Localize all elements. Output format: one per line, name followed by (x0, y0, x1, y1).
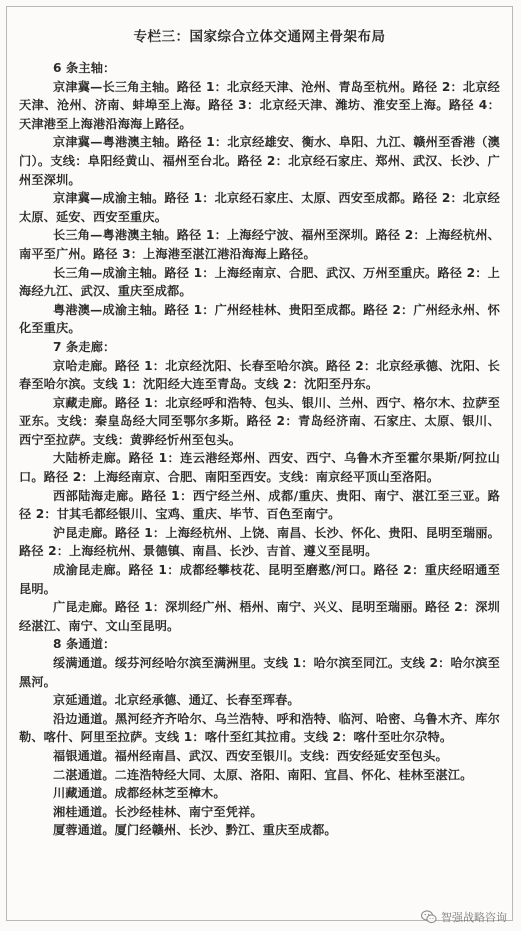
document-title: 专栏三：国家综合立体交通网主骨架布局 (133, 29, 386, 45)
corridor-item: 广昆走廊。路径 1：深圳经广州、梧州、南宁、兴义、昆明至瑞丽。路径 2：深圳经湛江、南宁、文山至昆明。 (19, 600, 500, 633)
main-axis-item: 京津冀—粤港澳主轴。路径 1：北京经雄安、衡水、阜阳、九江、赣州至香港（澳门）。支线：阜阳经黄山、福州至台北。路径 2：北京经石家庄、郑州、武汉、长沙、广州至深圳。 (19, 135, 500, 187)
main-axis-item: 长三角—成渝主轴。路径 1：上海经南京、合肥、武汉、万州至重庆。路径 2：上海经九江、武汉、重庆至成都。 (19, 265, 500, 299)
corridor-item: 京藏走廊。路径 1：北京经呼和浩特、包头、银川、兰州、西宁、格尔木、拉萨至亚东。支线：秦皇岛经大同至鄂尔多斯。路径 2：青岛经济南、石家庄、太原、银川、西宁至拉萨。支线：黄骅经忻州至包头。 (19, 395, 500, 447)
channel-item: 福银通道。福州经南昌、武汉、西安至银川。支线：西安经延安至包头。 (53, 748, 448, 763)
corridor-item: 大陆桥走廊。路径 1：连云港经郑州、西安、西宁、乌鲁木齐至霍尔果斯/阿拉山口。路径 2：上海经南京、合肥、南阳至西安。支线：南京经平顶山至洛阳。 (19, 451, 500, 485)
channel-item: 湘桂通道。长沙经桂林、南宁至凭祥。 (53, 804, 263, 819)
corridor-item: 西部陆海走廊。路径 1：西宁经兰州、成都/重庆、贵阳、南宁、湛江至三亚。路径 2：甘其毛都经银川、宝鸡、重庆、毕节、百色至南宁。 (19, 488, 500, 522)
document-body (7, 59, 512, 840)
channel-item: 绥满通道。绥芬河经哈尔滨至满洲里。支线 1：哈尔滨至同江。支线 2：哈尔滨至黑河。 (19, 656, 500, 689)
section-heading-channels: 8 条通道： (53, 637, 116, 652)
main-axis-item: 粤港澳—成渝主轴。路径 1：广州经桂林、贵阳至成都。路径 2：广州经永州、怀化至重庆。 (19, 302, 500, 336)
watermark (421, 909, 507, 925)
channel-item: 沿边通道。黑河经齐齐哈尔、乌兰浩特、呼和浩特、临河、哈密、乌鲁木齐、库尔勒、喀什、阿里至拉萨。支线 1：喀什至红其拉甫。支线 2：喀什至吐尔尕特。 (19, 711, 500, 745)
corridor-item: 沪昆走廊。路径 1：上海经杭州、上饶、南昌、长沙、怀化、贵阳、昆明至瑞丽。路径 2：上海经杭州、景德镇、南昌、长沙、吉首、遵义至昆明。 (19, 525, 500, 559)
main-axis-item: 长三角—粤港澳主轴。路径 1：上海经宁波、福州至深圳。路径 2：上海经杭州、南平至广州。路径 3：上海港至湛江港沿海海上路径。 (19, 228, 500, 261)
channel-item: 川藏通道。成都经林芝至樟木。 (53, 786, 226, 801)
main-axis-item: 京津冀—长三角主轴。路径 1：北京经天津、沧州、青岛至杭州。路径 2：北京经天津、沧州、济南、蚌埠至上海。路径 3：北京经天津、潍坊、淮安至上海。路径 4：天津港至上海港沿海海上路径。 (19, 79, 500, 131)
wechat-icon (421, 910, 437, 924)
section-heading-main-axes: 6 条主轴： (53, 61, 116, 75)
corridor-item: 成渝昆走廊。路径 1：成都经攀枝花、昆明至磨憨/河口。路径 2：重庆经昭通至昆明。 (19, 563, 500, 596)
channel-item: 京延通道。北京经承德、通辽、长春至珲春。 (53, 693, 300, 708)
document-panel (6, 6, 513, 921)
watermark-text: 智强战略咨询 (441, 911, 507, 924)
main-axis-item: 京津冀—成渝主轴。路径 1：北京经石家庄、太原、西安至成都。路径 2：北京经太原、延安、西安至重庆。 (19, 191, 500, 224)
corridor-item: 京哈走廊。路径 1：北京经沈阳、长春至哈尔滨。路径 2：北京经承德、沈阳、长春至哈尔滨。支线 1：沈阳经大连至青岛。支线 2：沈阳至丹东。 (19, 358, 500, 392)
section-heading-corridors: 7 条走廊： (53, 339, 116, 354)
channel-item: 厦蓉通道。厦门经赣州、长沙、黔江、重庆至成都。 (53, 823, 337, 838)
channel-item: 二湛通道。二连浩特经大同、太原、洛阳、南阳、宜昌、怀化、桂林至湛江。 (53, 767, 473, 782)
